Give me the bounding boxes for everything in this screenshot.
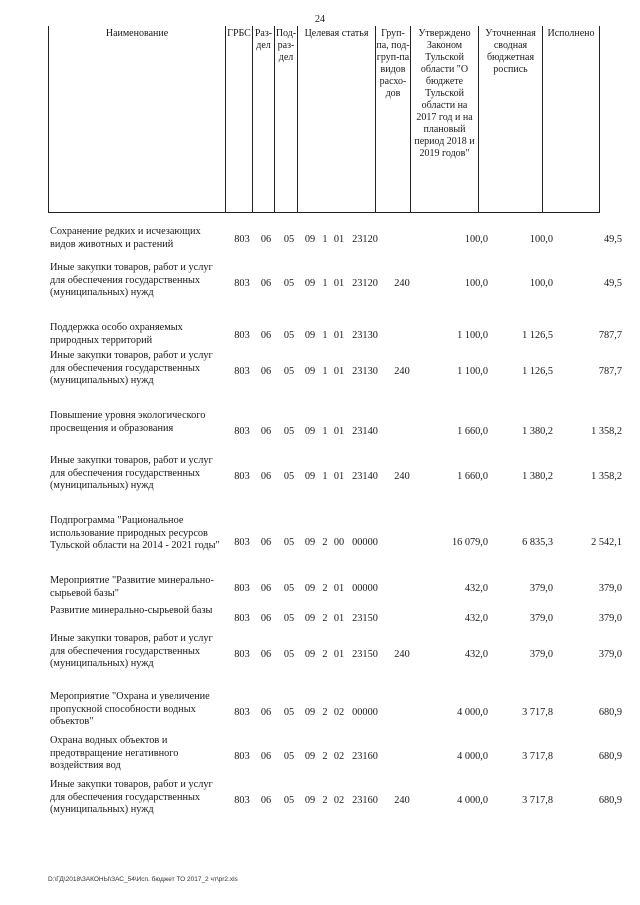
cell-approved: 1 100,0 (457, 366, 488, 377)
cell-name: Повышение уровня экологического просвещения и образования (50, 410, 206, 434)
cell-razdel: 06 (260, 649, 272, 660)
cell-target-program: 09 (304, 795, 316, 806)
cell-podrazdel: 05 (283, 795, 295, 806)
cell-target-program: 09 (304, 426, 316, 437)
cell-executed: 680,9 (598, 707, 622, 718)
cell-target-direction: 23150 (352, 649, 378, 660)
cell-executed: 680,9 (598, 795, 622, 806)
cell-target-direction: 23160 (352, 795, 378, 806)
cell-target-event: 02 (333, 795, 345, 806)
cell-grbs: 803 (234, 707, 250, 718)
cell-approved: 4 000,0 (457, 795, 488, 806)
cell-grbs: 803 (234, 471, 250, 482)
cell-target-program: 09 (304, 649, 316, 660)
cell-executed: 787,7 (598, 330, 622, 341)
cell-expense-type: 240 (394, 278, 410, 289)
header-approved: Утверждено Законом Тульской области "О бюджете Тульской области на 2017 год и на плановый период 2018 и 2019 годов" (411, 26, 479, 213)
cell-target-subprogram: 2 (322, 707, 328, 718)
cell-target-subprogram: 1 (322, 426, 328, 437)
cell-target-event: 01 (333, 583, 345, 594)
cell-podrazdel: 05 (283, 330, 295, 341)
cell-podrazdel: 05 (283, 707, 295, 718)
cell-grbs: 803 (234, 426, 250, 437)
cell-approved: 1 660,0 (457, 471, 488, 482)
cell-target-direction: 23130 (352, 366, 378, 377)
cell-refined: 379,0 (529, 583, 553, 594)
cell-executed: 2 542,1 (591, 537, 622, 548)
cell-approved: 16 079,0 (451, 537, 488, 548)
cell-razdel: 06 (260, 751, 272, 762)
cell-razdel: 06 (260, 278, 272, 289)
cell-refined: 100,0 (529, 234, 553, 245)
cell-target-event: 01 (333, 471, 345, 482)
cell-approved: 1 660,0 (457, 426, 488, 437)
cell-razdel: 06 (260, 426, 272, 437)
cell-grbs: 803 (234, 234, 250, 245)
cell-refined: 100,0 (529, 278, 553, 289)
cell-executed: 49,5 (603, 234, 622, 245)
cell-target-event: 01 (333, 613, 345, 624)
cell-podrazdel: 05 (283, 366, 295, 377)
cell-grbs: 803 (234, 583, 250, 594)
cell-approved: 432,0 (464, 649, 488, 660)
cell-target-program: 09 (304, 537, 316, 548)
cell-target-event: 01 (333, 426, 345, 437)
cell-target-subprogram: 2 (322, 751, 328, 762)
cell-name: Иные закупки товаров, работ и услуг для обеспечения государственных (муниципальных) нужд (50, 633, 213, 669)
header-group: Груп-па, под-груп-па видов расхо-дов (376, 26, 411, 213)
cell-name: Поддержка особо охраняемых природных территорий (50, 322, 183, 346)
cell-podrazdel: 05 (283, 583, 295, 594)
cell-grbs: 803 (234, 795, 250, 806)
cell-approved: 4 000,0 (457, 751, 488, 762)
cell-grbs: 803 (234, 649, 250, 660)
cell-target-direction: 00000 (352, 583, 378, 594)
cell-target-program: 09 (304, 366, 316, 377)
cell-refined: 3 717,8 (522, 707, 553, 718)
cell-target-subprogram: 1 (322, 330, 328, 341)
cell-razdel: 06 (260, 795, 272, 806)
cell-target-direction: 23150 (352, 613, 378, 624)
cell-target-program: 09 (304, 278, 316, 289)
cell-razdel: 06 (260, 366, 272, 377)
cell-executed: 379,0 (598, 649, 622, 660)
cell-podrazdel: 05 (283, 649, 295, 660)
header-executed: Исполнено (543, 26, 600, 213)
cell-target-event: 01 (333, 366, 345, 377)
cell-refined: 1 126,5 (522, 366, 553, 377)
cell-grbs: 803 (234, 751, 250, 762)
cell-podrazdel: 05 (283, 613, 295, 624)
cell-podrazdel: 05 (283, 537, 295, 548)
cell-refined: 3 717,8 (522, 751, 553, 762)
cell-name: Мероприятие "Охрана и увеличение пропускной способности водных объектов" (50, 691, 210, 727)
cell-target-program: 09 (304, 751, 316, 762)
cell-name: Подпрограмма "Рациональное использование природных ресурсов Тульской области на 2014 - 2021 годы" (50, 515, 220, 551)
cell-grbs: 803 (234, 537, 250, 548)
cell-expense-type: 240 (394, 795, 410, 806)
header-podrazdel: Под-раз-дел (275, 26, 298, 213)
header-refined: Уточненная сводная бюджетная роспись (479, 26, 543, 213)
cell-target-program: 09 (304, 707, 316, 718)
cell-target-direction: 23140 (352, 471, 378, 482)
cell-target-direction: 00000 (352, 707, 378, 718)
cell-name: Иные закупки товаров, работ и услуг для обеспечения государственных (муниципальных) нужд (50, 262, 213, 298)
cell-target-program: 09 (304, 471, 316, 482)
cell-expense-type: 240 (394, 471, 410, 482)
header-grbs: ГРБС (226, 26, 253, 213)
cell-target-direction: 00000 (352, 537, 378, 548)
header-name: Наименование (49, 26, 226, 213)
header-razdel: Раз-дел (253, 26, 275, 213)
cell-target-direction: 23130 (352, 330, 378, 341)
cell-expense-type: 240 (394, 649, 410, 660)
cell-target-subprogram: 2 (322, 649, 328, 660)
cell-podrazdel: 05 (283, 426, 295, 437)
cell-target-subprogram: 2 (322, 795, 328, 806)
page-number: 24 (315, 14, 325, 25)
cell-refined: 1 380,2 (522, 426, 553, 437)
cell-target-program: 09 (304, 330, 316, 341)
cell-grbs: 803 (234, 613, 250, 624)
file-path-footer: D:\ГД\2018\ЗАКОНЫ\ЗАС_54\Исп. бюджет ТО 2017_2 чт\pr2.xls (48, 876, 238, 883)
cell-target-event: 01 (333, 649, 345, 660)
cell-executed: 680,9 (598, 751, 622, 762)
cell-executed: 1 358,2 (591, 426, 622, 437)
cell-grbs: 803 (234, 366, 250, 377)
cell-expense-type: 240 (394, 366, 410, 377)
cell-target-event: 00 (333, 537, 345, 548)
cell-refined: 1 126,5 (522, 330, 553, 341)
cell-razdel: 06 (260, 330, 272, 341)
cell-razdel: 06 (260, 583, 272, 594)
cell-podrazdel: 05 (283, 471, 295, 482)
cell-target-event: 01 (333, 330, 345, 341)
cell-target-program: 09 (304, 234, 316, 245)
cell-refined: 3 717,8 (522, 795, 553, 806)
cell-name: Иные закупки товаров, работ и услуг для обеспечения государственных (муниципальных) нужд (50, 779, 213, 815)
cell-refined: 6 835,3 (522, 537, 553, 548)
cell-executed: 787,7 (598, 366, 622, 377)
cell-refined: 379,0 (529, 613, 553, 624)
cell-target-event: 02 (333, 707, 345, 718)
cell-name: Сохранение редких и исчезающих видов животных и растений (50, 226, 201, 250)
table-header (48, 26, 600, 213)
cell-target-direction: 23120 (352, 234, 378, 245)
cell-target-subprogram: 1 (322, 234, 328, 245)
cell-executed: 49,5 (603, 278, 622, 289)
cell-executed: 379,0 (598, 613, 622, 624)
header-target: Целевая статья (298, 26, 376, 213)
cell-target-subprogram: 2 (322, 537, 328, 548)
cell-refined: 379,0 (529, 649, 553, 660)
cell-target-program: 09 (304, 613, 316, 624)
cell-razdel: 06 (260, 234, 272, 245)
cell-approved: 1 100,0 (457, 330, 488, 341)
cell-name: Иные закупки товаров, работ и услуг для обеспечения государственных (муниципальных) нужд (50, 350, 213, 386)
cell-approved: 100,0 (464, 234, 488, 245)
cell-target-subprogram: 1 (322, 278, 328, 289)
cell-target-event: 02 (333, 751, 345, 762)
cell-executed: 379,0 (598, 583, 622, 594)
cell-podrazdel: 05 (283, 278, 295, 289)
cell-grbs: 803 (234, 278, 250, 289)
cell-target-direction: 23160 (352, 751, 378, 762)
cell-target-event: 01 (333, 278, 345, 289)
cell-podrazdel: 05 (283, 751, 295, 762)
cell-razdel: 06 (260, 707, 272, 718)
cell-razdel: 06 (260, 537, 272, 548)
cell-approved: 432,0 (464, 613, 488, 624)
cell-target-subprogram: 2 (322, 583, 328, 594)
cell-name: Мероприятие "Развитие минерально-сырьевой базы" (50, 575, 214, 599)
cell-target-direction: 23140 (352, 426, 378, 437)
cell-name: Развитие минерально-сырьевой базы (50, 605, 213, 616)
cell-executed: 1 358,2 (591, 471, 622, 482)
cell-name: Иные закупки товаров, работ и услуг для обеспечения государственных (муниципальных) нужд (50, 455, 213, 491)
cell-target-subprogram: 2 (322, 613, 328, 624)
cell-name: Охрана водных объектов и предотвращение негативного воздействия вод (50, 735, 179, 771)
cell-target-subprogram: 1 (322, 471, 328, 482)
cell-grbs: 803 (234, 330, 250, 341)
cell-target-subprogram: 1 (322, 366, 328, 377)
cell-approved: 4 000,0 (457, 707, 488, 718)
cell-podrazdel: 05 (283, 234, 295, 245)
cell-refined: 1 380,2 (522, 471, 553, 482)
cell-razdel: 06 (260, 471, 272, 482)
cell-approved: 100,0 (464, 278, 488, 289)
cell-target-direction: 23120 (352, 278, 378, 289)
cell-target-program: 09 (304, 583, 316, 594)
cell-approved: 432,0 (464, 583, 488, 594)
cell-razdel: 06 (260, 613, 272, 624)
cell-target-event: 01 (333, 234, 345, 245)
